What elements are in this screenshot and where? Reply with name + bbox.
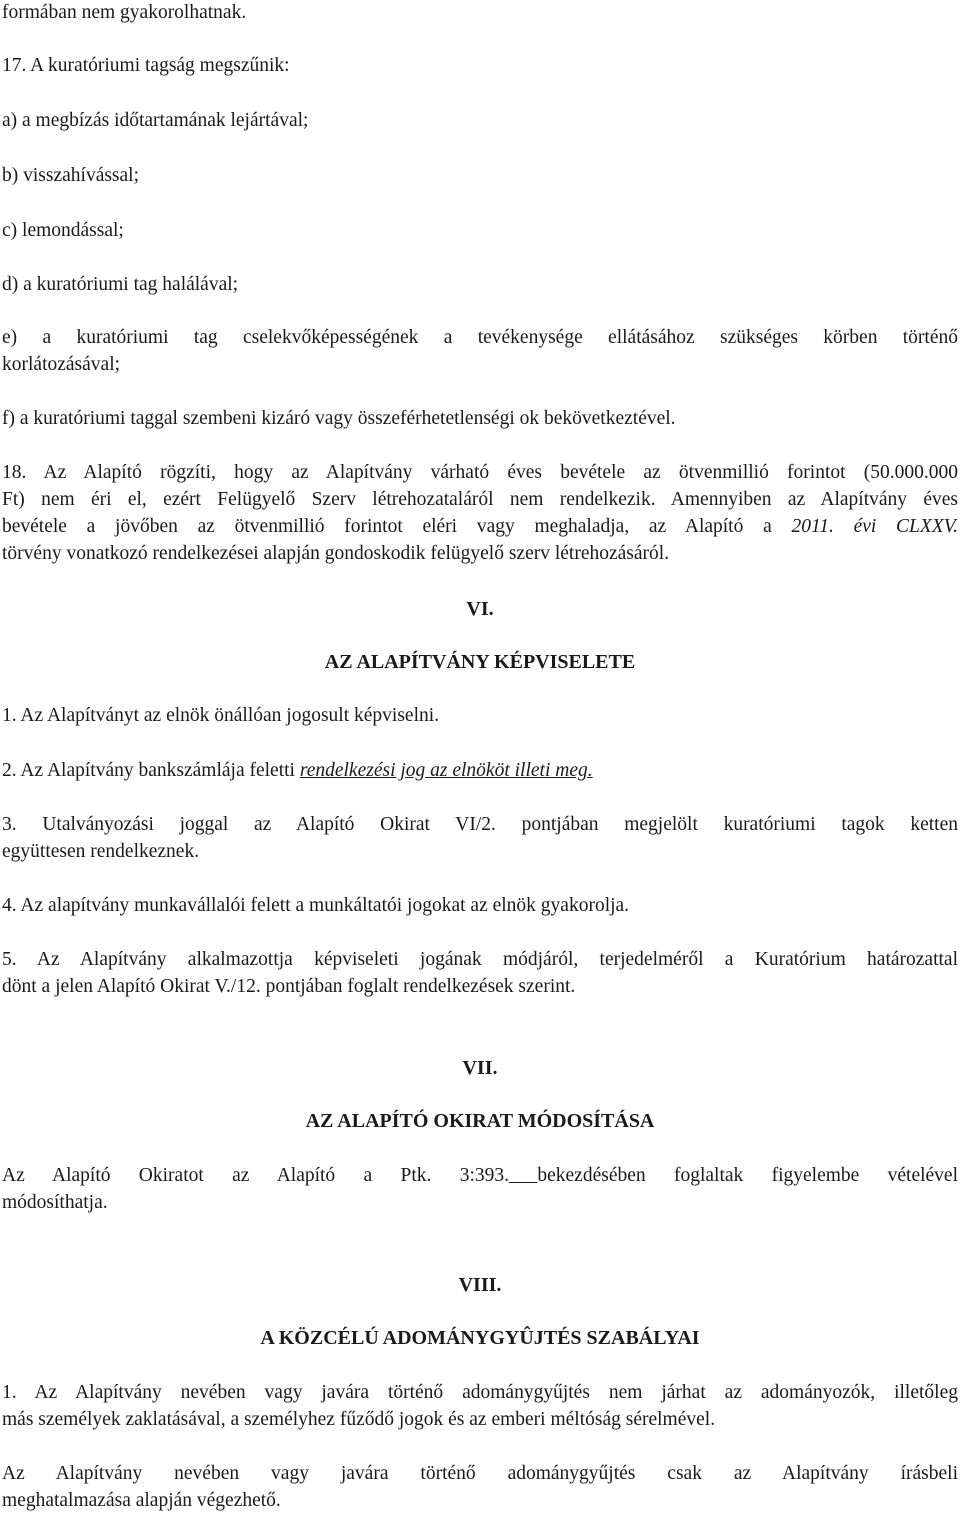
paragraph-line: 1. Az Alapítvány nevében vagy javára történő adománygyűjtés nem járhat az adományozók, illetőleg xyxy=(2,1382,958,1403)
paragraph-line: 18. Az Alapító rögzíti, hogy az Alapítvány várható éves bevétele az ötvenmillió forintot (50.000.000 xyxy=(2,462,958,483)
section-number: VI. xyxy=(466,598,494,620)
section-title: AZ ALAPÍTÓ OKIRAT MÓDOSÍTÁSA xyxy=(305,1110,655,1132)
list-item: b) visszahívással; xyxy=(2,165,140,186)
section-number: VII. xyxy=(462,1057,498,1079)
paragraph-line: Az Alapítvány nevében vagy javára történő adománygyűjtés csak az Alapítvány írásbeli xyxy=(2,1463,958,1484)
list-item-line: korlátozásával; xyxy=(2,354,121,375)
paragraph-line: törvény vonatkozó rendelkezései alapján gondoskodik felügyelő szerv létrehozásáról. xyxy=(2,543,670,564)
list-item-line: e) a kuratóriumi tag cselekvőképességének a tevékenysége ellátásához szükséges körben történő xyxy=(2,327,958,348)
underlined-blank xyxy=(509,1165,537,1186)
paragraph-line: 1. Az Alapítványt az elnök önállóan jogosult képviselni. xyxy=(2,705,440,726)
list-item: a) a megbízás időtartamának lejártával; xyxy=(2,110,309,131)
list-item: c) lemondással; xyxy=(2,220,124,241)
paragraph-line xyxy=(2,1163,958,1189)
list-heading: 17. A kuratóriumi tagság megszűnik: xyxy=(2,55,290,76)
law-reference: 2011. évi CLXXV. xyxy=(791,516,958,537)
section-number: VIII. xyxy=(458,1274,502,1296)
paragraph-line xyxy=(2,514,958,540)
paragraph-line xyxy=(2,758,958,784)
paragraph-text: bevétele a jövőben az ötvenmillió forintot eléri vagy meghaladja, az Alapító a xyxy=(2,516,792,537)
paragraph-line: más személyek zaklatásával, a személyhez fűződő jogok és az emberi méltóság sérelmével. xyxy=(2,1409,716,1430)
paragraph-line: 3. Utalványozási joggal az Alapító Okirat VI/2. pontjában megjelölt kuratóriumi tagok ketten xyxy=(2,814,958,835)
section-title: AZ ALAPÍTVÁNY KÉPVISELETE xyxy=(324,651,636,673)
paragraph-text: 2. Az Alapítvány bankszámlája feletti xyxy=(2,760,300,781)
paragraph-text: Az Alapító Okiratot az Alapító a Ptk. 3:393. xyxy=(2,1165,510,1186)
paragraph-line: módosíthatja. xyxy=(2,1192,108,1213)
paragraph-line: meghatalmazása alapján végezhető. xyxy=(2,1490,281,1511)
list-item: d) a kuratóriumi tag halálával; xyxy=(2,274,239,295)
paragraph-line: 5. Az Alapítvány alkalmazottja képviseleti jogának módjáról, terjedelméről a Kuratórium határozattal xyxy=(2,949,958,970)
paragraph-line: Ft) nem éri el, ezért Felügyelő Szerv létrehozataláról nem rendelkezik. Amennyiben az Alapítvány éves xyxy=(2,489,958,510)
section-title: A KÖZCÉLÚ ADOMÁNYGYÛJTÉS SZABÁLYAI xyxy=(260,1327,700,1349)
paragraph-text: bekezdésében foglaltak figyelembe vételével xyxy=(537,1165,959,1186)
paragraph-line: együttesen rendelkeznek. xyxy=(2,841,200,862)
paragraph-line: dönt a jelen Alapító Okirat V./12. pontjában foglalt rendelkezések szerint. xyxy=(2,976,576,997)
paragraph-line: 4. Az alapítvány munkavállalói felett a munkáltatói jogokat az elnök gyakorolja. xyxy=(2,895,630,916)
text-line: formában nem gyakorolhatnak. xyxy=(2,2,247,23)
emphasized-text: rendelkezési jog az elnököt illeti meg. xyxy=(299,760,593,781)
list-item: f) a kuratóriumi taggal szembeni kizáró vagy összeférhetetlenségi ok bekövetkeztével. xyxy=(2,408,676,429)
